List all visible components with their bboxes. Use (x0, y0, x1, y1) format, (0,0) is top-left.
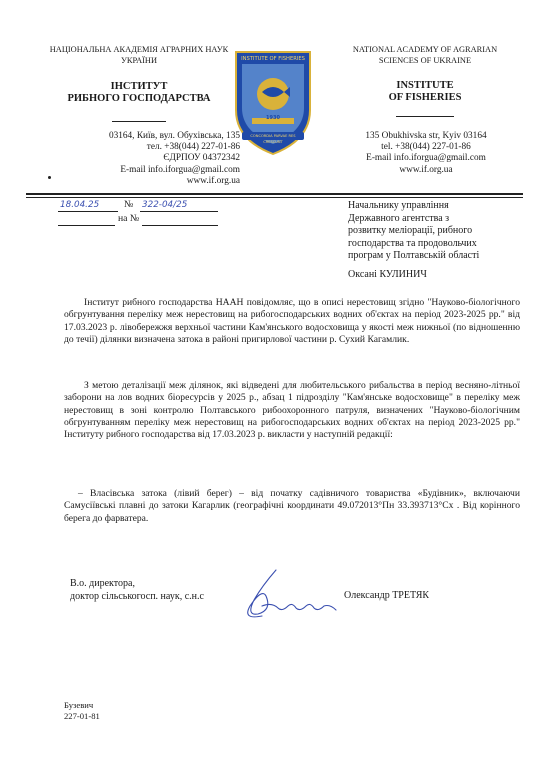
institute-name-ua (44, 81, 234, 105)
institute-line2-ua: РИБНОГО ГОСПОДАРСТВА (67, 93, 211, 104)
logo-year: 1930 (266, 115, 280, 121)
reg-no-label: № (124, 199, 134, 210)
web-ua: www.if.org.ua (186, 175, 240, 186)
signatory-title-line2: доктор сільськогосп. наук, с.н.с (70, 591, 204, 602)
reg-date-underline (58, 211, 118, 212)
reg-number: 322-04/25 (142, 200, 188, 210)
email-en: E-mail info.iforgua@gmail.com (366, 153, 486, 164)
body-paragraph-1: Інститут рибного господарства НААН повідомляє, що в описі нерестовищ згідно "Науково-біологічного обгрунтування переліку меж нерестовищ на рибогосподарських водних об'єктах на період 2023-2025 рр." від 17.03.2023 р. лівобережжя верхньої частини Кам'янського водосховища у якості меж нижньої (по відношенню до течії) ділянки визначена затока в районі пригирлової частини р. Сухий Кагамлик. (64, 297, 520, 345)
edrpou-ua: ЄДРПОУ 04372342 (163, 153, 240, 164)
logo-motto: CONCORDIA PARVAE RES CRESCUNT (250, 134, 296, 144)
web-en: www.if.org.ua (399, 164, 453, 175)
institute-line1-ua: ІНСТИТУТ (110, 81, 168, 92)
signature-icon (232, 566, 342, 626)
executor-block (64, 700, 100, 721)
addressee-line4: господарства та продовольчих (348, 237, 477, 249)
addressee-line3: розвитку меліорації, рибного (348, 225, 473, 237)
addressee-line2: Державного агентства з (348, 212, 450, 224)
addressee-block (348, 200, 528, 282)
academy-name-en (330, 45, 520, 66)
reg-on-date-underline (58, 225, 115, 226)
academy-line2-en: SCIENCES OF UKRAINE (378, 55, 472, 65)
header-separator-en (396, 116, 454, 117)
tel-ua: тел. +38(044) 227-01-86 (146, 142, 240, 153)
email-ua: E-mail info.iforgua@gmail.com (120, 164, 240, 175)
institute-line2-en: OF FISHERIES (388, 92, 462, 103)
reg-on-label: на № (118, 213, 140, 224)
address-en: 135 Obukhivska str, Kyiv 03164 (365, 131, 487, 141)
reg-on-number-underline (142, 225, 218, 226)
institute-name-en (330, 80, 520, 104)
institute-line1-en: INSTITUTE (396, 80, 454, 91)
reg-date: 18.04.25 (60, 200, 100, 210)
contacts-ua (20, 131, 240, 187)
addressee-line1: Начальнику управління (348, 200, 449, 211)
tel-en: tel. +38(044) 227-01-86 (381, 142, 471, 153)
header-rule-thin (26, 197, 523, 198)
body-paragraph-2: З метою деталізації меж ділянок, які відведені для любительського рибальства в період весняно-літньої заборони на лов водних біоресурсів у 2025 р., абзац 1 підрозділу "Кам'янське водосховище" в переліку меж нерестовищ в зоні контролю Полтавського рибоохоронного патруля, визначених "Науково-біологічним обгрунтуванням переліку меж нерестовищ на рибогосподарських водних об'єктах на період 2023-2025 рр." Інституту рибного господарства від 17.03.2023 р. викласти у наступній редакції: (64, 380, 520, 441)
handwritten-signature (232, 566, 342, 631)
signatory-name: Олександр ТРЕТЯК (344, 590, 430, 601)
addressee-line5: програм у Полтавській області (348, 250, 480, 262)
institute-logo (230, 48, 316, 163)
academy-name-ua (44, 45, 234, 66)
signatory-title-line1: В.о. директора, (70, 578, 135, 589)
margin-dot (48, 176, 51, 179)
executor-phone: 227-01-81 (64, 710, 100, 721)
contacts-en (330, 131, 522, 176)
reg-number-underline (140, 211, 218, 212)
addressee-name: Оксані КУЛИНИЧ (348, 268, 427, 280)
academy-text-ua: НАЦІОНАЛЬНА АКАДЕМІЯ АГРАРНИХ НАУК УКРАЇНИ (49, 45, 229, 65)
address-ua: 03164, Київ, вул. Обухівська, 135 (108, 131, 240, 141)
academy-line1-en: NATIONAL ACADEMY OF AGRARIAN (352, 45, 498, 54)
header-separator-ua (112, 121, 166, 122)
logo-top-text: INSTITUTE OF FISHERIES (241, 56, 305, 62)
header-rule-thick (26, 193, 523, 195)
executor-name: Бузевич (64, 700, 94, 710)
body-paragraph-3: – Власівська затока (лівий берег) – від початку садівничого товариства «Будівник», включаючи Самусіївські плавні до затоки Кагарлик (географічні координати 49.072013°Пн 33.393713°Сх . Від корінного берега до фарватера. (64, 488, 520, 524)
signatory-title (70, 577, 204, 603)
